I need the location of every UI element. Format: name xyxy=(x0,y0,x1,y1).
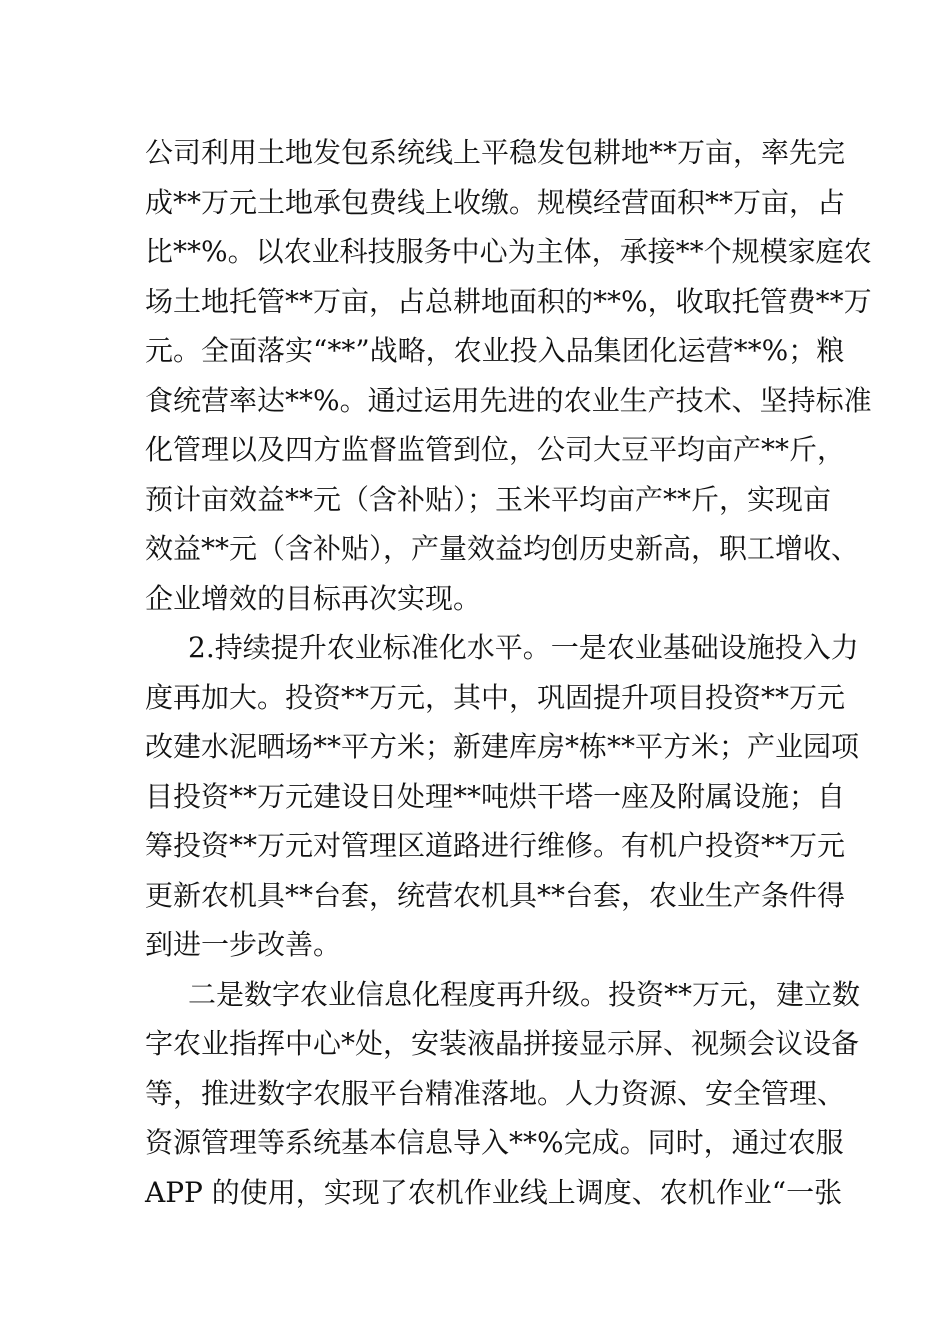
paragraph-line: 目投资**万元建设日处理**吨烘干塔一座及附属设施；自 xyxy=(145,780,846,813)
paragraph-line: 字农业指挥中心*处，安装液晶拼接显示屏、视频会议设备 xyxy=(145,1027,860,1060)
paragraph-line: 资源管理等系统基本信息导入**%完成。同时，通过农服 xyxy=(145,1126,844,1159)
paragraph-line: 改建水泥晒场**平方米；新建库房*栋**平方米；产业园项 xyxy=(145,730,860,763)
paragraph-line: 化管理以及四方监督监管到位，公司大豆平均亩产**斤， xyxy=(145,433,846,466)
paragraph-line: 公司利用土地发包系统线上平稳发包耕地**万亩，率先完 xyxy=(145,136,846,169)
paragraph-line: 到进一步改善。 xyxy=(145,928,342,961)
paragraph-line: 预计亩效益**元（含补贴）；玉米平均亩产**斤，实现亩 xyxy=(145,483,832,516)
paragraph-line: 等，推进数字农服平台精准落地。人力资源、安全管理、 xyxy=(145,1077,846,1110)
paragraph-line: 二是数字农业信息化程度再升级。投资**万元，建立数 xyxy=(188,978,861,1011)
paragraph-line: 比**%。以农业科技服务中心为主体，承接**个规模家庭农 xyxy=(145,235,872,268)
paragraph-line: APP 的使用，实现了农机作业线上调度、农机作业“一张 xyxy=(145,1176,843,1209)
paragraph-line: 2.持续提升农业标准化水平。一是农业基础设施投入力 xyxy=(188,631,859,664)
paragraph-line: 度再加大。投资**万元，其中，巩固提升项目投资**万元 xyxy=(145,681,846,714)
paragraph-line: 元。全面落实“**”战略，农业投入品集团化运营**%；粮 xyxy=(145,334,845,367)
paragraph-line: 更新农机具**台套，统营农机具**台套，农业生产条件得 xyxy=(145,879,846,912)
paragraph-line: 食统营率达**%。通过运用先进的农业生产技术、坚持标准 xyxy=(145,384,872,417)
paragraph-line: 筹投资**万元对管理区道路进行维修。有机户投资**万元 xyxy=(145,829,846,862)
paragraph-line: 成**万元土地承包费线上收缴。规模经营面积**万亩，占 xyxy=(145,186,846,219)
paragraph-line: 企业增效的目标再次实现。 xyxy=(145,582,482,615)
paragraph-line: 效益**元（含补贴），产量效益均创历史新高，职工增收、 xyxy=(145,532,860,565)
paragraph-line: 场土地托管**万亩，占总耕地面积的**%，收取托管费**万 xyxy=(145,285,872,318)
